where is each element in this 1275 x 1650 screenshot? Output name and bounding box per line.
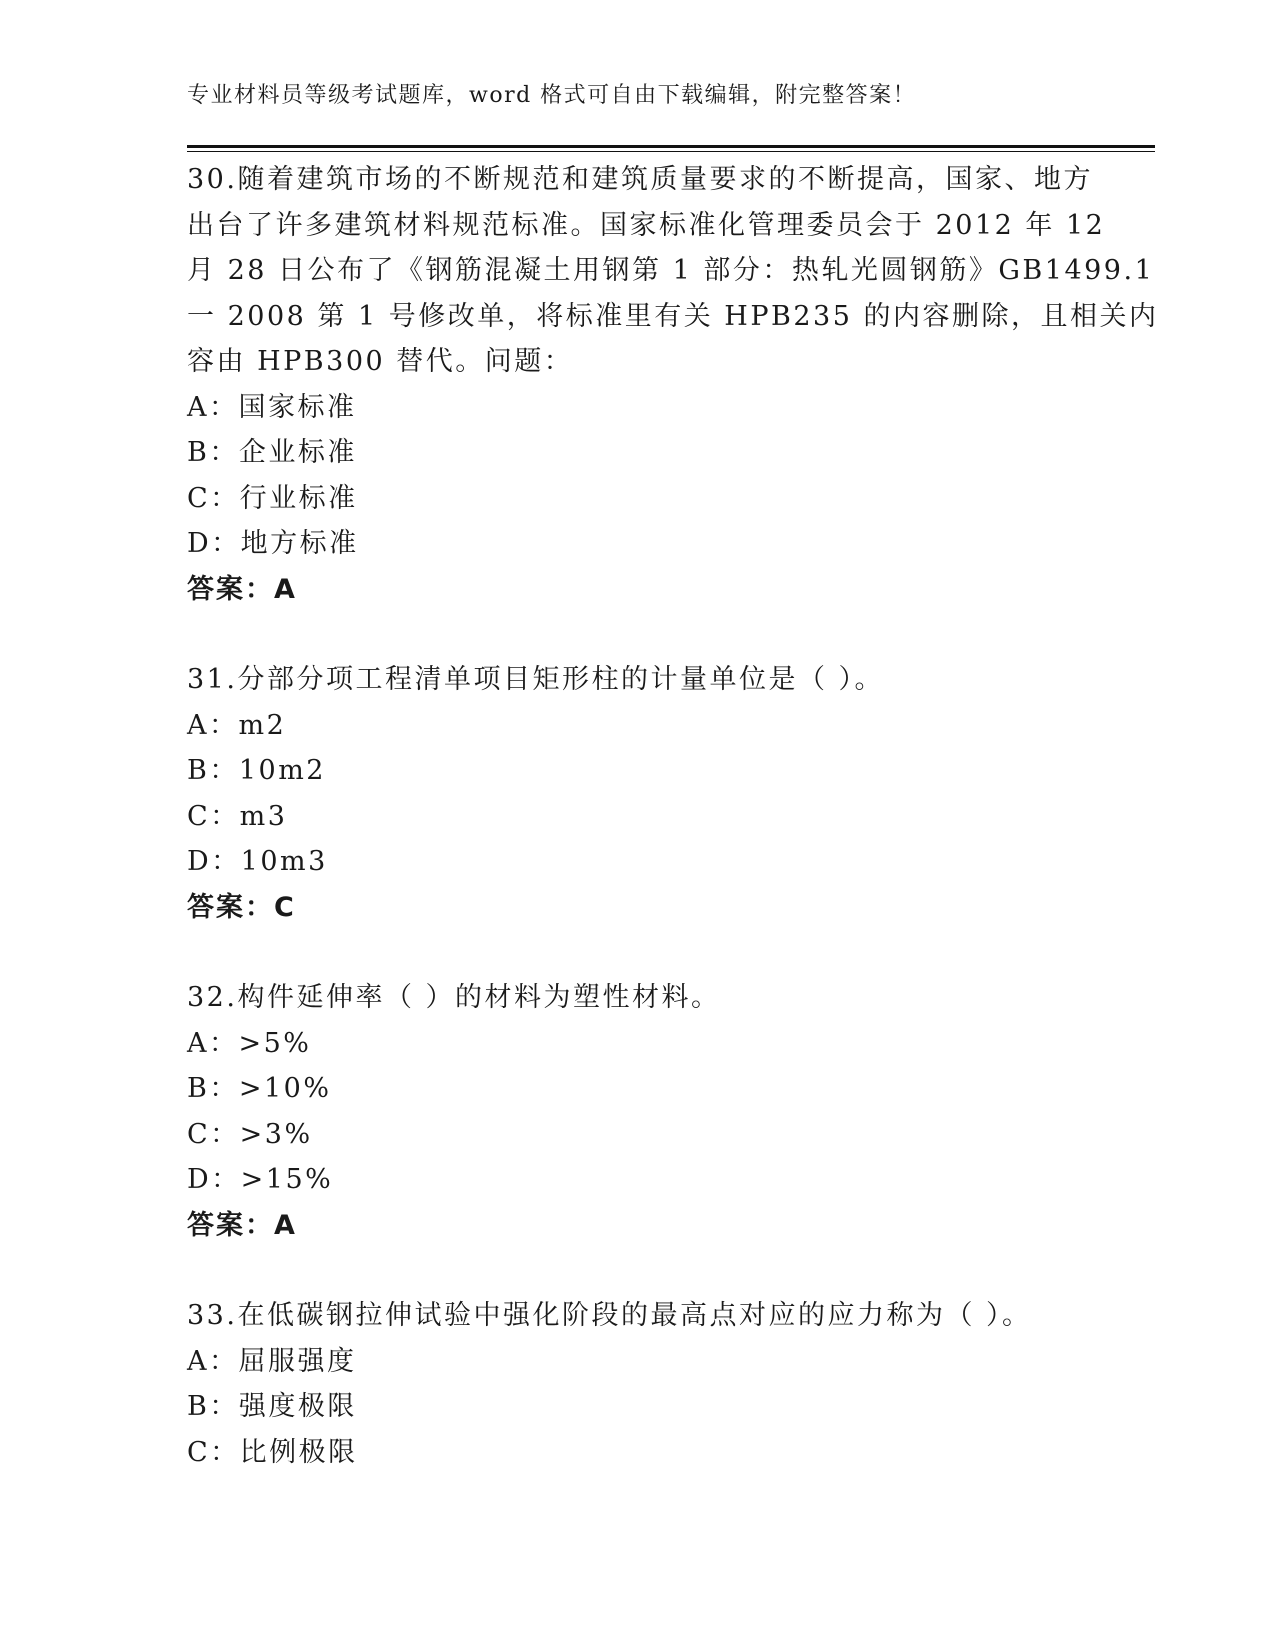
option-d: D：地方标准 [187,528,359,559]
question-gap [187,1248,1087,1293]
question-stem-line: 出台了许多建筑材料规范标准。国家标准化管理委员会于 2012 年 12 [187,209,1106,241]
option-a: A：m2 [187,709,287,741]
question-stem-line: 一 2008 第 1 号修改单，将标准里有关 HPB235 的内容删除，且相关内 [187,300,1159,332]
option-c: C：比例极限 [187,1436,358,1468]
option-b: B：强度极限 [187,1391,357,1422]
option-b: B：企业标准 [187,437,357,468]
option-c: C：行业标准 [187,482,358,514]
answer-line: 答案：C [187,891,296,923]
header-rule-thick [187,145,1155,148]
header-rule-thin [187,151,1155,152]
option-c: C：m3 [187,800,288,832]
question-30 [187,157,1159,612]
question-32 [187,975,1087,1248]
question-31 [187,657,1087,930]
question-list [187,157,1159,1475]
question-stem-line: 月 28 日公布了《钢筋混凝土用钢第 1 部分：热轧光圆钢筋》GB1499.1 [187,255,1155,286]
option-d: D：10m3 [187,846,328,877]
option-a: A：>5% [187,1027,312,1059]
option-a: A：国家标准 [187,391,357,423]
answer-line: 答案：A [187,573,297,605]
option-d: D：>15% [187,1164,334,1195]
question-stem-line: 32.构件延伸率（ ）的材料为塑性材料。 [187,982,721,1013]
answer-line: 答案：A [187,1209,297,1241]
question-33 [187,1293,1087,1475]
page-header: 专业材料员等级考试题库，word 格式可自由下载编辑，附完整答案！ [187,83,917,108]
question-stem-line: 容由 HPB300 替代。问题： [187,346,574,377]
question-gap [187,930,1087,975]
option-a: A：屈服强度 [187,1345,357,1377]
question-stem-line: 30.随着建筑市场的不断规范和建筑质量要求的不断提高，国家、地方 [187,164,1093,195]
option-c: C：>3% [187,1118,313,1150]
question-gap [187,612,1087,657]
option-b: B：10m2 [187,755,326,786]
option-b: B：>10% [187,1073,332,1104]
question-stem-line: 33.在低碳钢拉伸试验中强化阶段的最高点对应的应力称为（ ）。 [187,1300,1032,1331]
question-stem-line: 31.分部分项工程清单项目矩形柱的计量单位是（ ）。 [187,664,885,695]
